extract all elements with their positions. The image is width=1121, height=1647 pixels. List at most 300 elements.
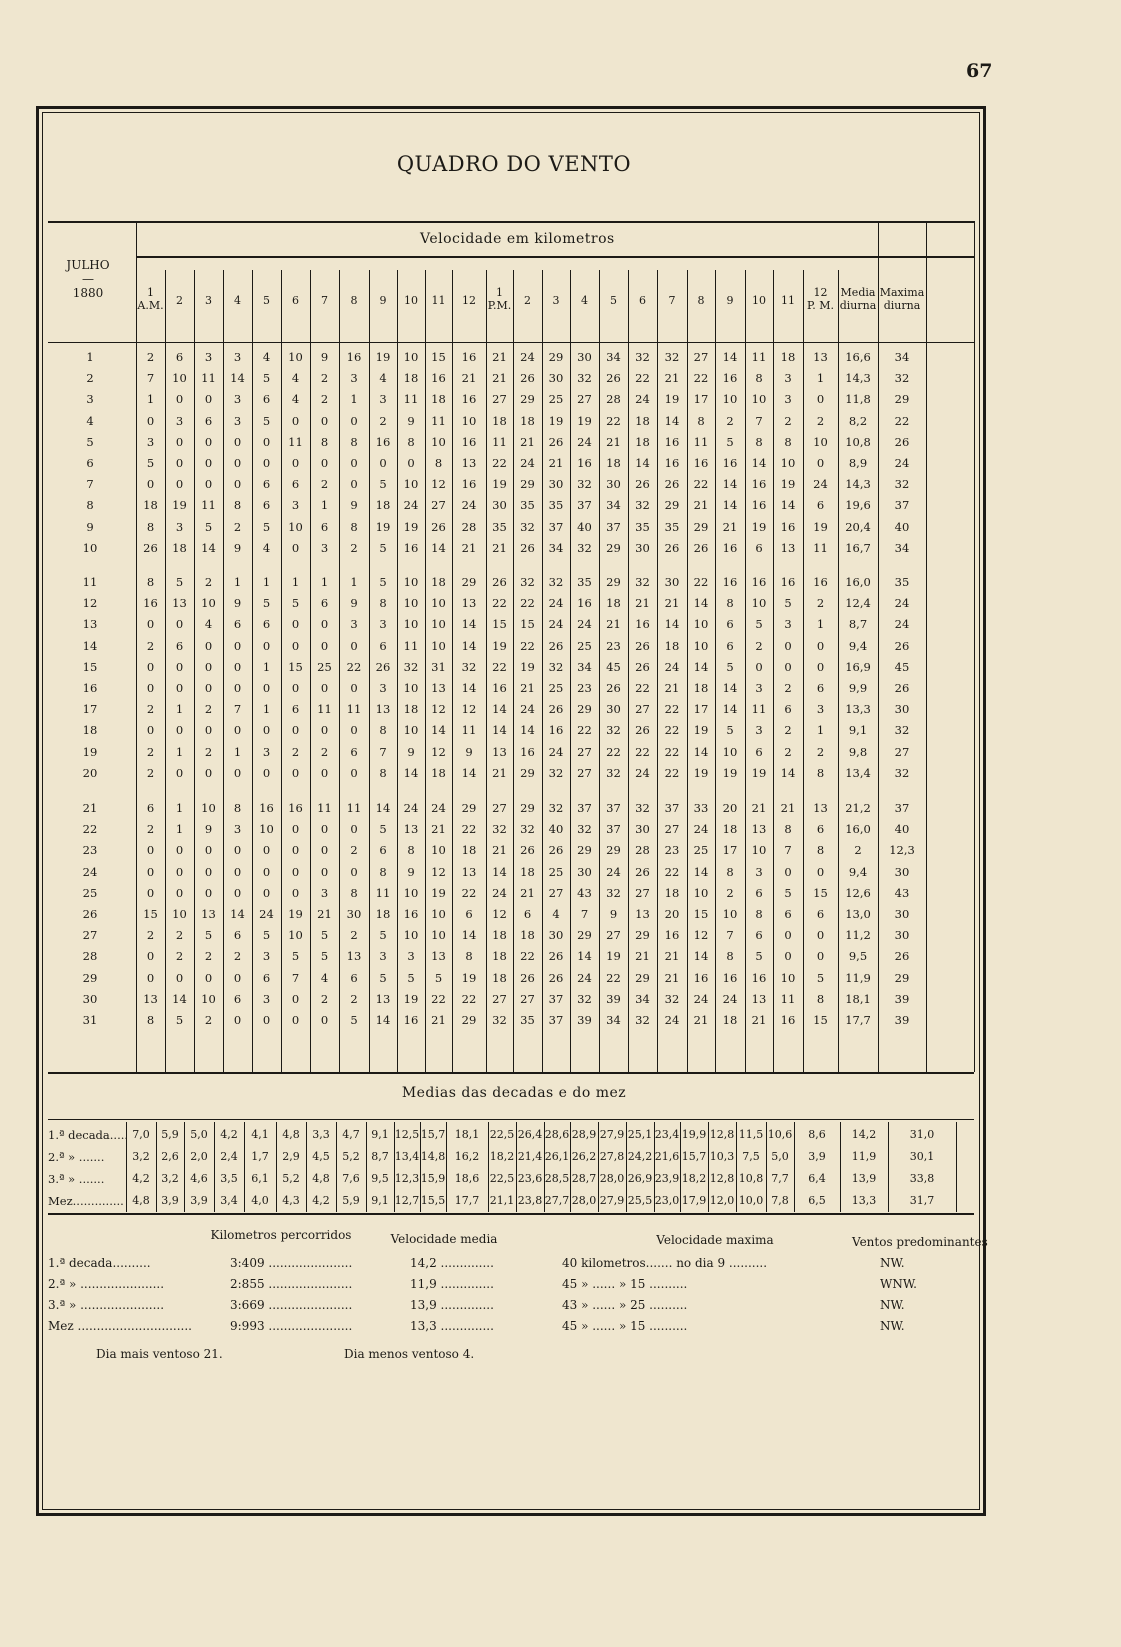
decada-value: 4,6: [190, 1172, 208, 1185]
column-header-text: A.M.: [137, 299, 164, 312]
decada-value: 3,9: [190, 1194, 208, 1207]
table-cell: 29: [635, 928, 650, 943]
column-header-text: P. M.: [807, 299, 834, 312]
table-cell: 0: [146, 949, 155, 964]
table-cell: 0: [291, 843, 300, 858]
table-cell: 22: [664, 765, 680, 780]
table-cell: 4: [291, 371, 300, 386]
column-rule: [252, 270, 253, 1072]
table-cell: 6: [175, 638, 184, 653]
table-cell: 26: [894, 434, 910, 449]
table-cell: 6: [262, 498, 271, 513]
table-cell: 23: [664, 843, 680, 858]
table-cell: 22: [693, 575, 709, 589]
table-cell: 32: [461, 659, 477, 674]
table-cell: 2: [204, 1013, 213, 1027]
table-cell: 26: [635, 864, 650, 879]
table-cell: 34: [635, 991, 650, 1006]
table-cell: 19: [606, 949, 621, 964]
table-cell: 6: [320, 519, 329, 534]
decadas-bottom-rule: [48, 1213, 974, 1215]
table-cell: 32: [894, 477, 910, 492]
table-cell: 24: [548, 596, 564, 611]
decada-value: 30,1: [909, 1150, 935, 1163]
table-cell: 0: [175, 885, 184, 900]
table-cell: 22: [606, 413, 621, 428]
table-cell: 26: [693, 540, 709, 555]
column-header: [223, 294, 252, 307]
table-cell: 0: [320, 456, 329, 470]
table-cell: 0: [146, 843, 155, 858]
table-cell: 29: [577, 843, 592, 858]
table-cell: 19: [664, 392, 680, 407]
table-cell: 21: [492, 371, 507, 386]
column-header: [745, 294, 773, 307]
decada-value: 9,1: [371, 1128, 389, 1141]
table-cell: 16: [461, 434, 477, 449]
table-cell: 19: [548, 413, 564, 428]
table-cell: 27: [577, 392, 592, 407]
table-cell: 18: [606, 456, 621, 470]
table-cell: 16: [722, 575, 738, 589]
table-cell: 21: [693, 498, 709, 513]
table-cell: 1: [350, 575, 358, 589]
table-cell: 21: [780, 801, 796, 815]
table-cell: 3: [262, 949, 271, 964]
table-cell: 30: [894, 928, 910, 943]
table-cell: 3: [407, 949, 415, 964]
table-cell: 19: [492, 477, 507, 492]
table-cell: 18: [461, 843, 477, 858]
table-cell: 8: [407, 434, 415, 449]
table-cell: 13: [813, 801, 828, 815]
row-day-label: 25: [82, 885, 98, 900]
table-cell: 0: [204, 638, 213, 653]
summary-label: 2.ª » ......................: [48, 1277, 165, 1291]
table-cell: 0: [291, 991, 300, 1006]
table-cell: 2: [854, 843, 862, 858]
column-rule: [513, 270, 514, 1072]
table-bottom-rule: [48, 1072, 974, 1074]
table-cell: 39: [577, 1013, 592, 1027]
table-cell: 13: [780, 540, 796, 555]
table-cell: 32: [548, 765, 564, 780]
table-cell: 12,3: [889, 843, 915, 858]
table-cell: 3: [233, 350, 242, 364]
table-cell: 29: [577, 928, 592, 943]
table-cell: 9,9: [848, 681, 868, 695]
table-cell: 21: [492, 765, 507, 780]
table-cell: 32: [635, 498, 650, 513]
table-cell: 29: [635, 970, 650, 985]
table-cell: 0: [175, 477, 184, 492]
table-cell: 21: [751, 1013, 767, 1027]
table-cell: 10: [288, 928, 303, 943]
table-cell: 0: [784, 659, 792, 674]
table-cell: 16: [403, 540, 419, 555]
table-cell: 11,2: [845, 928, 871, 943]
table-cell: 24: [403, 498, 419, 513]
decada-value: 4,8: [132, 1194, 150, 1207]
table-cell: 0: [320, 843, 329, 858]
table-cell: 2: [146, 822, 155, 837]
table-cell: 19: [751, 765, 767, 780]
table-cell: 10: [431, 843, 446, 858]
table-cell: 45: [606, 659, 621, 674]
table-cell: 6: [233, 617, 242, 632]
table-cell: 34: [894, 350, 910, 364]
table-cell: 0: [291, 456, 300, 470]
table-cell: 29: [520, 801, 535, 815]
month-dash: —: [82, 272, 94, 286]
decada-value: 2,0: [190, 1150, 208, 1163]
column-header: [425, 294, 452, 307]
table-cell: 13: [492, 744, 507, 759]
column-rule: [397, 270, 398, 1072]
table-cell: 6: [816, 681, 825, 695]
table-cell: 18: [722, 1013, 738, 1027]
column-header-text: 6: [639, 294, 646, 307]
table-cell: 8: [755, 434, 763, 449]
table-cell: 30: [548, 928, 564, 943]
table-cell: 16: [751, 498, 767, 513]
table-cell: 6: [755, 885, 763, 900]
column-header: [687, 294, 715, 307]
table-cell: 24: [722, 991, 738, 1006]
table-cell: 24: [520, 350, 535, 364]
table-cell: 26: [635, 638, 650, 653]
table-cell: 29: [548, 350, 564, 364]
table-cell: 0: [262, 765, 271, 780]
table-cell: 37: [577, 498, 592, 513]
table-cell: 14: [461, 928, 477, 943]
table-cell: 11: [201, 371, 216, 386]
decada-value: 18,1: [454, 1128, 480, 1141]
column-header: [513, 294, 542, 307]
table-cell: 25: [577, 638, 592, 653]
table-cell: 3: [784, 617, 792, 632]
table-cell: 24: [492, 885, 507, 900]
table-cell: 1: [816, 617, 825, 632]
table-cell: 37: [894, 801, 910, 815]
column-header-text: 9: [726, 294, 734, 307]
column-rule: [628, 270, 629, 1072]
decada-value: 28,9: [571, 1128, 597, 1141]
column-rule: [878, 221, 879, 1072]
table-cell: 22: [492, 659, 507, 674]
table-cell: 43: [894, 885, 910, 900]
table-cell: 12: [492, 907, 507, 921]
decada-value: 26,4: [517, 1128, 543, 1141]
table-cell: 13: [461, 456, 477, 470]
decada-value: 22,5: [489, 1128, 515, 1141]
decada-value: 5,2: [282, 1172, 300, 1185]
table-cell: 13: [172, 596, 187, 611]
table-cell: 9,1: [848, 723, 868, 738]
table-cell: 0: [291, 638, 300, 653]
table-cell: 18: [403, 702, 419, 717]
table-cell: 6: [320, 596, 329, 611]
table-cell: 0: [146, 885, 155, 900]
table-cell: 18: [431, 575, 446, 589]
table-cell: 16: [403, 1013, 419, 1027]
table-cell: 0: [175, 765, 184, 780]
column-header-text: 4: [581, 294, 588, 307]
table-cell: 3: [816, 702, 825, 717]
row-day-label: 29: [82, 970, 98, 985]
table-cell: 16: [751, 575, 767, 589]
table-cell: 0: [320, 617, 329, 632]
column-header: [715, 294, 745, 307]
table-cell: 26: [635, 659, 650, 674]
column-header: [136, 286, 165, 312]
table-cell: 16: [577, 596, 592, 611]
medias-title: Medias das decadas e do mez: [401, 1085, 627, 1101]
table-cell: 9,4: [848, 864, 868, 879]
table-cell: 24: [813, 477, 828, 492]
table-cell: 1: [233, 575, 242, 589]
table-cell: 5: [175, 1013, 184, 1027]
table-cell: 30: [894, 907, 910, 921]
table-cell: 24: [461, 498, 477, 513]
table-cell: 12: [431, 744, 446, 759]
table-cell: 26: [606, 681, 621, 695]
table-cell: 7: [233, 702, 242, 717]
summary-header-km: Kilometros percorridos: [210, 1228, 352, 1242]
table-cell: 18: [520, 413, 535, 428]
table-cell: 35: [520, 1013, 535, 1027]
column-header: [570, 294, 599, 307]
table-cell: 26: [548, 638, 564, 653]
table-cell: 0: [262, 864, 271, 879]
decada-value: 23,4: [654, 1128, 680, 1141]
table-cell: 0: [146, 659, 155, 674]
table-cell: 8: [816, 991, 825, 1006]
table-cell: 9: [233, 540, 242, 555]
table-cell: 4: [552, 907, 560, 921]
table-cell: 10: [431, 928, 446, 943]
table-cell: 27: [635, 702, 650, 717]
table-cell: 2: [350, 991, 358, 1006]
row-day-label: 27: [82, 928, 98, 943]
decada-value: 23,9: [654, 1172, 680, 1185]
table-cell: 30: [492, 498, 507, 513]
table-cell: 34: [606, 1013, 621, 1027]
decada-value: 4,8: [312, 1172, 330, 1185]
table-cell: 2: [784, 681, 792, 695]
row-day-label: 18: [82, 723, 98, 738]
table-cell: 2: [816, 744, 825, 759]
table-cell: 14: [722, 681, 738, 695]
table-cell: 18: [606, 596, 621, 611]
column-header: [310, 294, 339, 307]
table-cell: 43: [577, 885, 592, 900]
table-cell: 14: [722, 498, 738, 513]
table-cell: 0: [204, 723, 213, 738]
decada-value: 7,6: [342, 1172, 360, 1185]
table-cell: 0: [233, 970, 242, 985]
table-cell: 0: [233, 765, 242, 780]
table-cell: 2: [320, 744, 329, 759]
table-cell: 5: [434, 970, 443, 985]
table-cell: 9,8: [848, 744, 868, 759]
table-cell: 14: [780, 765, 796, 780]
table-cell: 8: [379, 765, 387, 780]
table-cell: 28: [635, 843, 650, 858]
table-cell: 16: [693, 970, 709, 985]
table-cell: 3: [784, 371, 792, 386]
table-cell: 6: [291, 702, 300, 717]
column-header-text: 2: [524, 294, 531, 307]
decada-value: 3,2: [132, 1150, 150, 1163]
column-header: [281, 294, 310, 307]
table-cell: 21: [492, 843, 507, 858]
table-cell: 32: [520, 575, 535, 589]
table-cell: 29: [606, 540, 621, 555]
row-day-label: 14: [82, 638, 98, 653]
table-cell: 24: [894, 617, 910, 632]
table-cell: 27: [548, 885, 564, 900]
table-cell: 10: [403, 477, 419, 492]
decada-value: 27,7: [544, 1194, 570, 1207]
decada-value: 4,0: [251, 1194, 269, 1207]
table-cell: 14: [492, 723, 507, 738]
table-cell: 19: [520, 659, 535, 674]
table-cell: 2: [175, 928, 184, 943]
table-cell: 0: [784, 949, 792, 964]
table-cell: 6: [784, 907, 792, 921]
table-cell: 18: [520, 928, 535, 943]
row-day-label: 26: [82, 907, 98, 921]
table-cell: 0: [233, 477, 242, 492]
table-cell: 10: [403, 350, 419, 364]
table-cell: 29: [461, 575, 477, 589]
decada-value: 5,2: [342, 1150, 360, 1163]
table-cell: 26: [548, 843, 564, 858]
table-cell: 10: [431, 907, 446, 921]
table-cell: 27: [635, 885, 650, 900]
table-cell: 2: [204, 702, 213, 717]
table-cell: 18: [375, 498, 391, 513]
table-cell: 22: [635, 371, 650, 386]
table-cell: 17: [693, 702, 709, 717]
table-cell: 15: [813, 885, 828, 900]
column-header: [252, 294, 281, 307]
table-cell: 30: [894, 702, 910, 717]
table-cell: 24: [635, 765, 650, 780]
row-day-label: 28: [82, 949, 98, 964]
table-cell: 37: [664, 801, 680, 815]
column-rule: [369, 270, 370, 1072]
table-cell: 11,9: [845, 970, 871, 985]
table-cell: 1: [175, 801, 184, 815]
table-cell: 0: [175, 456, 184, 470]
summary-header-vel-media: Velocidade media: [390, 1232, 498, 1246]
table-cell: 9: [465, 744, 473, 759]
table-cell: 18: [375, 907, 391, 921]
table-cell: 32: [403, 659, 419, 674]
table-cell: 9: [320, 350, 329, 364]
table-cell: 16: [751, 970, 767, 985]
column-header-text: 1: [147, 286, 154, 299]
decada-value: 3,9: [161, 1194, 179, 1207]
table-cell: 3: [379, 392, 387, 407]
column-header-text: 10: [752, 294, 766, 307]
table-cell: 6: [523, 907, 532, 921]
table-cell: 0: [146, 617, 155, 632]
table-cell: 18: [664, 885, 680, 900]
table-cell: 4: [379, 371, 387, 386]
year-label: 1880: [72, 286, 104, 300]
table-cell: 16,0: [845, 822, 871, 837]
table-cell: 0: [816, 864, 825, 879]
table-cell: 7: [291, 970, 300, 985]
table-cell: 14: [635, 456, 650, 470]
table-cell: 29: [520, 477, 535, 492]
column-rule: [838, 270, 839, 1072]
table-cell: 30: [606, 702, 621, 717]
table-cell: 10: [403, 723, 419, 738]
table-cell: 6: [262, 970, 271, 985]
decada-value: 21,1: [489, 1194, 515, 1207]
table-cell: 21: [317, 907, 332, 921]
table-cell: 20: [722, 801, 738, 815]
table-cell: 5: [407, 970, 415, 985]
row-day-label: 11: [82, 575, 98, 589]
table-cell: 30: [577, 864, 592, 879]
table-cell: 35: [577, 575, 592, 589]
table-cell: 29: [461, 801, 477, 815]
table-cell: 32: [548, 575, 564, 589]
table-cell: 11: [346, 801, 362, 815]
row-day-label: 31: [82, 1013, 98, 1027]
decada-value: 21,6: [654, 1150, 680, 1163]
table-cell: 3: [233, 822, 242, 837]
table-cell: 0: [816, 392, 825, 407]
table-cell: 0: [146, 723, 155, 738]
table-cell: 15: [288, 659, 303, 674]
table-cell: 22: [693, 477, 709, 492]
summary-label: Mez ..............................: [48, 1319, 192, 1333]
table-cell: 9: [407, 864, 415, 879]
row-day-label: 30: [82, 991, 98, 1006]
table-cell: 16,6: [845, 350, 871, 364]
table-cell: 2: [146, 638, 155, 653]
column-header: [542, 294, 570, 307]
table-cell: 5: [291, 596, 300, 611]
table-cell: 3: [784, 392, 792, 407]
table-cell: 26: [431, 519, 446, 534]
column-header-text: diurna: [883, 299, 921, 312]
summary-km: 3:409 ......................: [230, 1256, 353, 1270]
row-day-label: 3: [86, 392, 94, 407]
decada-value: 8,7: [371, 1150, 389, 1163]
table-cell: 0: [262, 456, 271, 470]
table-cell: 5: [262, 928, 271, 943]
table-cell: 27: [894, 744, 910, 759]
table-cell: 23: [606, 638, 621, 653]
table-cell: 14: [693, 744, 709, 759]
table-cell: 8,7: [848, 617, 868, 632]
decada-value: 2,4: [220, 1150, 238, 1163]
table-cell: 14: [431, 540, 446, 555]
table-cell: 7: [726, 928, 734, 943]
decada-value: 31,7: [909, 1194, 935, 1207]
table-cell: 19: [492, 638, 507, 653]
row-day-label: 5: [86, 434, 94, 449]
table-cell: 16: [288, 801, 303, 815]
table-cell: 15: [431, 350, 446, 364]
